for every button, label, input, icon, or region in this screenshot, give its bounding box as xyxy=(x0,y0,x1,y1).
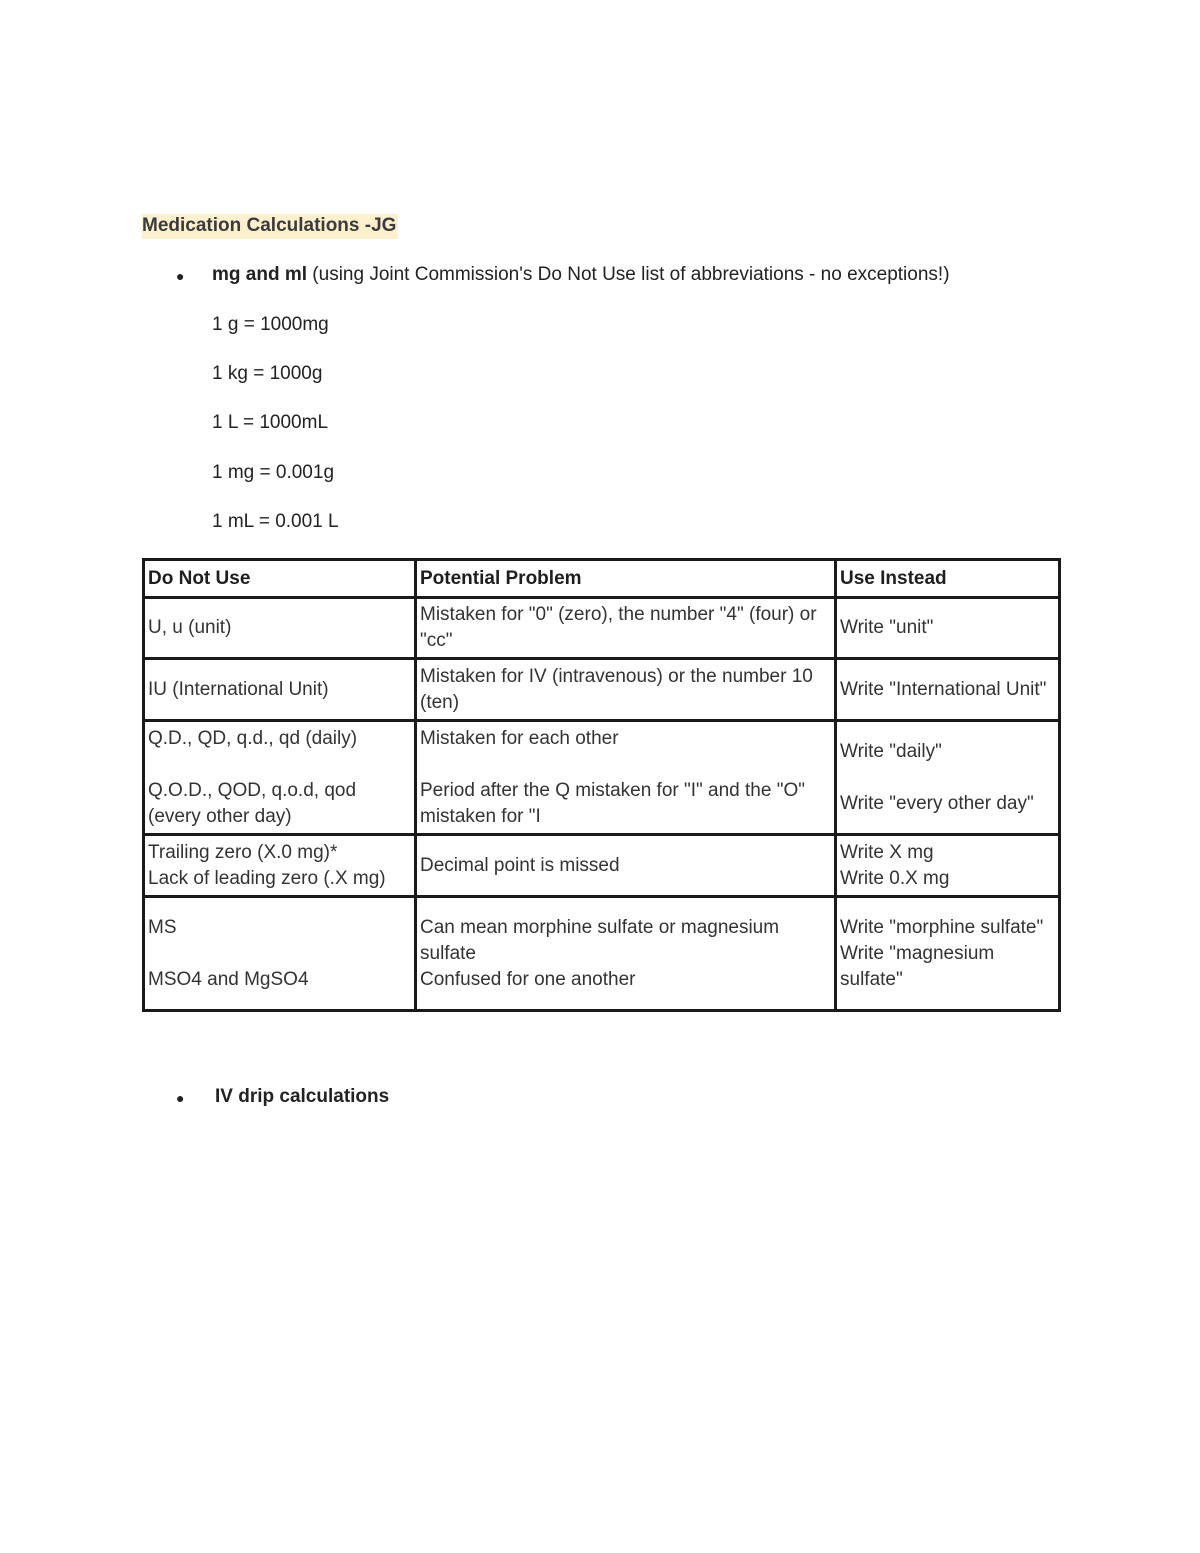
cell-line: Write "magnesium sulfate" xyxy=(840,942,995,990)
cell-line: Write "morphine sulfate" xyxy=(840,916,1044,938)
cell-line: Confused for one another xyxy=(420,968,636,990)
instead-cell: Write "International Unit" xyxy=(836,659,1060,721)
cell-line: Trailing zero (X.0 mg)* xyxy=(148,841,338,863)
conversion-line: 1 mL = 0.001 L xyxy=(212,511,339,532)
instead-cell xyxy=(836,721,1060,835)
table-row xyxy=(144,659,1060,721)
conversion-line: 1 g = 1000mg xyxy=(212,314,329,335)
do-not-use-cell xyxy=(144,897,416,1011)
cell-line: Q.D., QD, q.d., qd (daily) xyxy=(148,727,358,749)
table-header-cell: Potential Problem xyxy=(416,560,836,598)
table-row xyxy=(144,598,1060,659)
cell-line: Write 0.X mg xyxy=(840,867,950,889)
conversion-line: 1 L = 1000mL xyxy=(212,412,329,433)
bullet-icon: ● xyxy=(176,1090,185,1106)
cell-line: MSO4 and MgSO4 xyxy=(148,968,309,990)
table-header-cell: Do Not Use xyxy=(144,560,416,598)
table-row xyxy=(144,835,1060,897)
cell-line: MS xyxy=(148,916,177,938)
problem-cell xyxy=(416,721,836,835)
document-title: Medication Calculations -JG xyxy=(142,214,398,239)
instead-cell xyxy=(836,897,1060,1011)
instead-cell: Write "unit" xyxy=(836,598,1060,659)
table-header-cell: Use Instead xyxy=(836,560,1060,598)
problem-cell: Mistaken for IV (intravenous) or the number 10 (ten) xyxy=(416,659,836,721)
do-not-use-cell xyxy=(144,835,416,897)
do-not-use-table xyxy=(142,558,1061,1012)
problem-cell xyxy=(416,897,836,1011)
cell-line: Lack of leading zero (.X mg) xyxy=(148,867,386,889)
section-heading-iv-drip xyxy=(215,1085,389,1109)
cell-line: Q.O.D., QOD, q.o.d, qod (every other day) xyxy=(148,779,357,827)
do-not-use-cell: IU (International Unit) xyxy=(144,659,416,721)
bullet-icon: ● xyxy=(176,268,185,284)
section-heading-note: (using Joint Commission's Do Not Use list of abbreviations - no exceptions!) xyxy=(307,264,950,285)
conversion-line: 1 mg = 0.001g xyxy=(212,462,335,483)
cell-line: Write "daily" xyxy=(840,740,942,762)
do-not-use-cell: U, u (unit) xyxy=(144,598,416,659)
conversion-line: 1 kg = 1000g xyxy=(212,363,323,384)
cell-line: Can mean morphine sulfate or magnesium sulfate xyxy=(420,916,780,964)
table-row xyxy=(144,897,1060,1011)
section-heading-bold: IV drip calculations xyxy=(215,1086,390,1107)
cell-line: Mistaken for each other xyxy=(420,727,619,749)
do-not-use-cell xyxy=(144,721,416,835)
cell-line: Write "every other day" xyxy=(840,792,1034,814)
cell-line: Write X mg xyxy=(840,841,934,863)
problem-cell: Decimal point is missed xyxy=(416,835,836,897)
section-heading-bold: mg and ml xyxy=(212,264,308,285)
problem-cell: Mistaken for "0" (zero), the number "4" (four) or "cc" xyxy=(416,598,836,659)
instead-cell xyxy=(836,835,1060,897)
cell-line: Period after the Q mistaken for "I" and the "O" mistaken for "I xyxy=(420,779,805,827)
table-row xyxy=(144,721,1060,835)
section-heading-mg-ml xyxy=(212,263,950,287)
table-header-row xyxy=(144,560,1060,598)
